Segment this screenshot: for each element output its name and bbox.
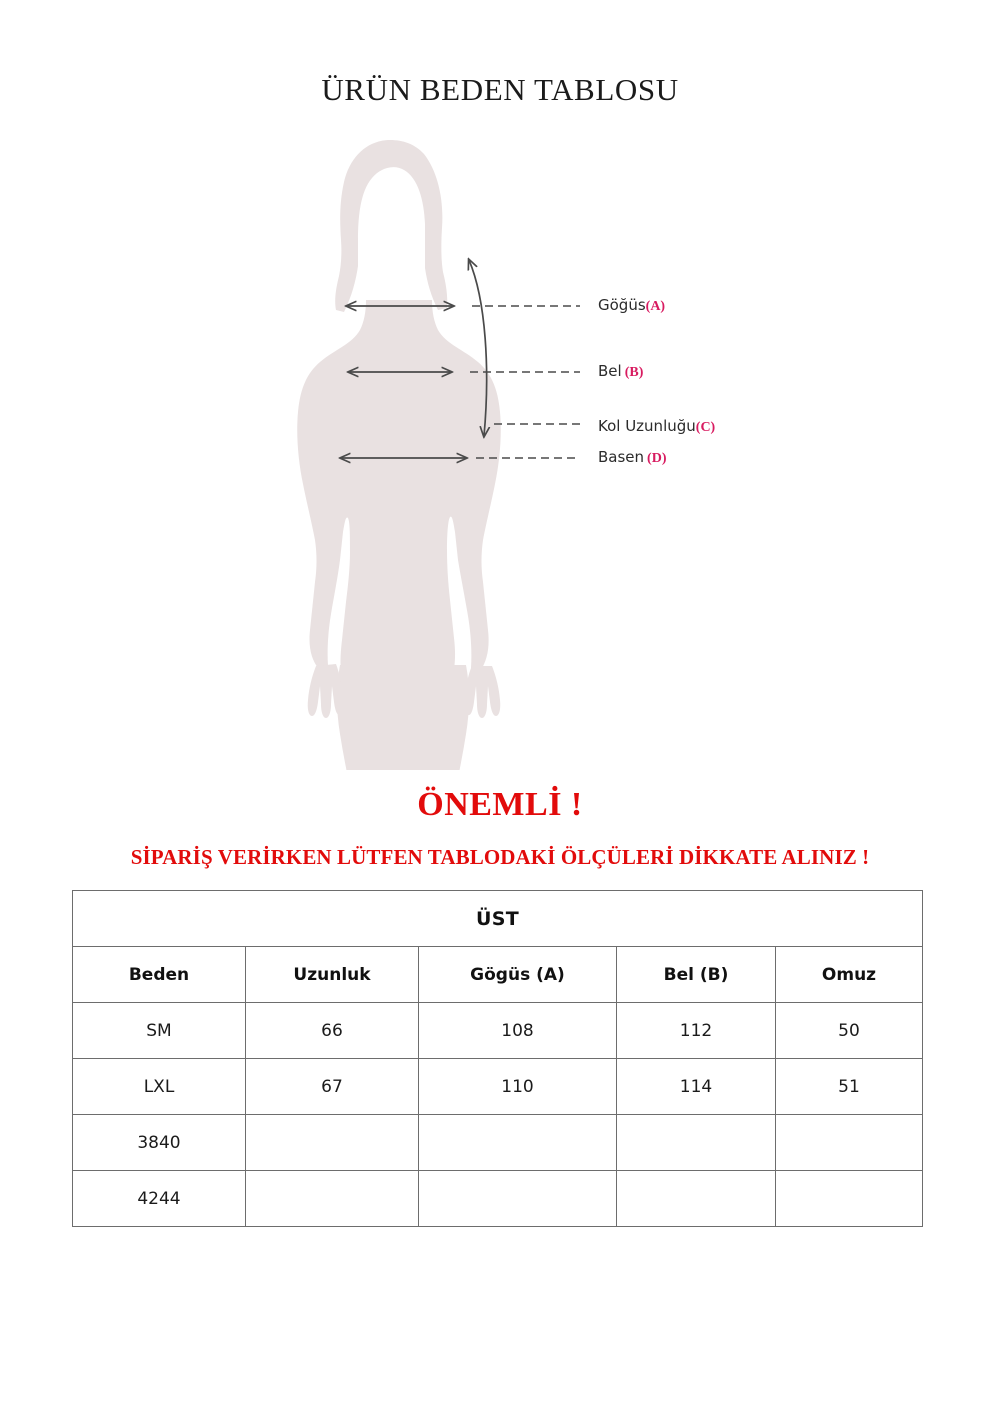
cell-uzunluk: 66 bbox=[246, 1003, 419, 1059]
cell-gogus: 110 bbox=[419, 1059, 617, 1115]
cell-beden: SM bbox=[73, 1003, 246, 1059]
cell-omuz bbox=[776, 1115, 923, 1171]
important-warning-headline: ÖNEMLİ ! bbox=[417, 786, 583, 823]
female-silhouette-shape bbox=[297, 140, 501, 770]
size-table bbox=[72, 890, 923, 1227]
cell-omuz bbox=[776, 1171, 923, 1227]
page-title: ÜRÜN BEDEN TABLOSU bbox=[321, 72, 679, 107]
cell-beden: 3840 bbox=[73, 1115, 246, 1171]
label-bel bbox=[598, 364, 643, 380]
column-header-gogus: Gögüs (A) bbox=[419, 947, 617, 1003]
table-row bbox=[73, 1115, 923, 1171]
cell-uzunluk: 67 bbox=[246, 1059, 419, 1115]
label-gogus-code: (A) bbox=[645, 299, 666, 314]
column-header-beden: Beden bbox=[73, 947, 246, 1003]
important-warning-subline: SİPARİŞ VERİRKEN LÜTFEN TABLODAKİ ÖLÇÜLERİ DİKKATE ALINIZ ! bbox=[130, 845, 870, 869]
label-gogus-text: Göğüs bbox=[598, 296, 646, 314]
cell-bel bbox=[617, 1171, 776, 1227]
silhouette-svg bbox=[0, 120, 1000, 770]
cell-uzunluk bbox=[246, 1171, 419, 1227]
column-header-omuz: Omuz bbox=[776, 947, 923, 1003]
label-gogus bbox=[598, 298, 665, 314]
table-section-row bbox=[73, 891, 923, 947]
size-table-container bbox=[72, 890, 922, 1227]
table-row bbox=[73, 1059, 923, 1115]
cell-gogus bbox=[419, 1115, 617, 1171]
label-basen bbox=[598, 450, 666, 466]
label-kol-uzunlugu-code: (C) bbox=[695, 420, 716, 435]
body-measurement-diagram bbox=[0, 120, 1000, 770]
cell-bel bbox=[617, 1115, 776, 1171]
column-header-bel: Bel (B) bbox=[617, 947, 776, 1003]
cell-uzunluk bbox=[246, 1115, 419, 1171]
cell-gogus bbox=[419, 1171, 617, 1227]
label-kol-uzunlugu-text: Kol Uzunluğu bbox=[598, 417, 696, 435]
label-bel-text: Bel bbox=[598, 362, 622, 380]
label-basen-code: (D) bbox=[647, 451, 667, 466]
table-row bbox=[73, 1171, 923, 1227]
table-section-title: ÜST bbox=[73, 891, 923, 947]
cell-bel: 112 bbox=[617, 1003, 776, 1059]
cell-bel: 114 bbox=[617, 1059, 776, 1115]
cell-omuz: 50 bbox=[776, 1003, 923, 1059]
table-row bbox=[73, 1003, 923, 1059]
cell-beden: 4244 bbox=[73, 1171, 246, 1227]
column-header-uzunluk: Uzunluk bbox=[246, 947, 419, 1003]
table-header-row bbox=[73, 947, 923, 1003]
cell-beden: LXL bbox=[73, 1059, 246, 1115]
label-basen-text: Basen bbox=[598, 448, 645, 466]
cell-omuz: 51 bbox=[776, 1059, 923, 1115]
label-bel-code: (B) bbox=[624, 365, 644, 380]
cell-gogus: 108 bbox=[419, 1003, 617, 1059]
label-kol-uzunlugu bbox=[598, 419, 715, 435]
